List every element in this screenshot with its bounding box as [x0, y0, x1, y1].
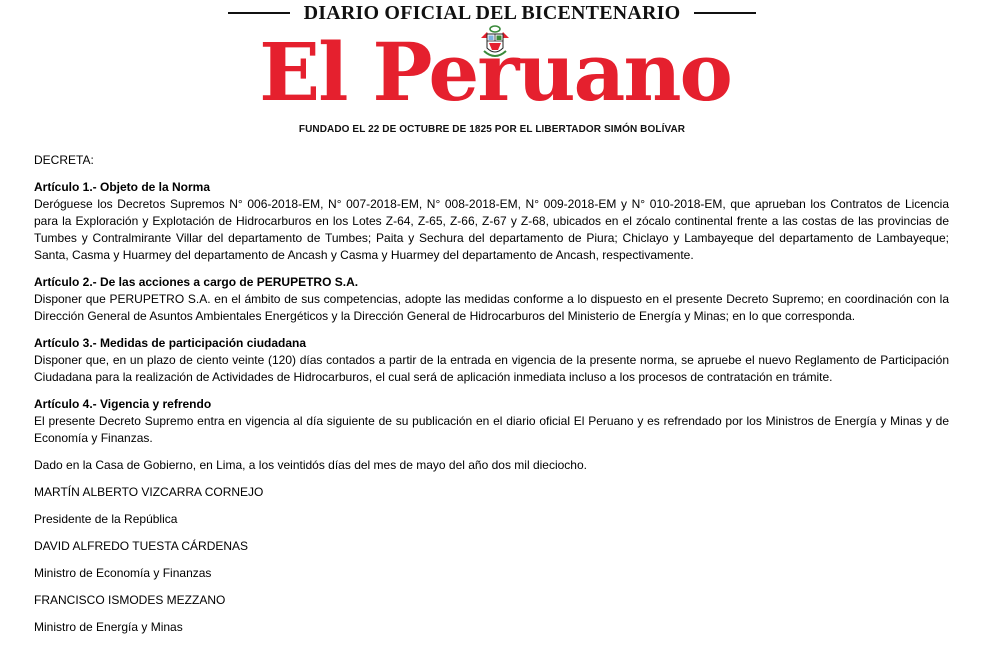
- signatory-title: Presidente de la República: [34, 512, 178, 526]
- article-3: [34, 335, 949, 386]
- masthead-tagline: FUNDADO EL 22 DE OCTUBRE DE 1825 POR EL LIBERTADOR SIMÓN BOLÍVAR: [298, 124, 686, 135]
- signatory-name: DAVID ALFREDO TUESTA CÁRDENAS: [34, 539, 249, 553]
- article-1: [34, 179, 949, 264]
- article-body: Deróguese los Decretos Supremos N° 006-2018-EM, N° 007-2018-EM, N° 008-2018-EM, N° 009-2018-EM y N° 010-2018-EM, que aprueban los Contratos de Licencia para la Exploración y Explotación de Hidrocarburos en los Lotes Z-64, Z-65, Z-66, Z-67 y Z-68, ubicados en el zócalo continental frente a las costas de las provincias de Tumbes y Contralmirante Villar del departamento de Tumbes; Paita y Sechura del departamento de Piura; Chiclayo y Lambayeque del departamento de Lambayeque; Santa, Casma y Huarmey del departamento de Ancash y Casma y Huarmey del departamento de Ancash, respectivamente.: [34, 197, 949, 262]
- masthead-logo: El Peruano: [259, 25, 731, 119]
- closing-statement: Dado en la Casa de Gobierno, en Lima, a los veintidós días del mes de mayo del año dos mil dieciocho.: [34, 458, 587, 472]
- article-title: Artículo 4.- Vigencia y refrendo: [34, 397, 212, 411]
- article-title: Artículo 3.- Medidas de participación ciudadana: [34, 336, 307, 350]
- article-body: Disponer que, en un plazo de ciento veinte (120) días contados a partir de la entrada en vigencia de la presente norma, se apruebe el nuevo Reglamento de Participación Ciudadana para la realización de Actividades de Hidrocarburos, el cual será de aplicación inmediata incluso a los procesos de contratación en trámite.: [34, 353, 949, 384]
- article-4: [34, 396, 949, 447]
- decreta-heading: DECRETA:: [34, 153, 94, 167]
- signatory-title: Ministro de Economía y Finanzas: [34, 566, 212, 580]
- masthead-kicker: [0, 2, 984, 24]
- article-body: El presente Decreto Supremo entra en vigencia al día siguiente de su publicación en el diario oficial El Peruano y es refrendado por los Ministros de Energía y Minas y de Economía y Finanzas.: [34, 414, 949, 445]
- signatory-name: FRANCISCO ISMODES MEZZANO: [34, 593, 226, 607]
- masthead: [0, 0, 984, 146]
- kicker-rule-right: [694, 12, 756, 14]
- article-title: Artículo 2.- De las acciones a cargo de PERUPETRO S.A.: [34, 275, 359, 289]
- signatory-title: Ministro de Energía y Minas: [34, 620, 183, 634]
- signatory-name: MARTÍN ALBERTO VIZCARRA CORNEJO: [34, 485, 264, 499]
- document-body: [34, 152, 949, 646]
- kicker-rule-left: [228, 12, 290, 14]
- article-body: Disponer que PERUPETRO S.A. en el ámbito de sus competencias, adopte las medidas conforme a lo dispuesto en el presente Decreto Supremo; en coordinación con la Dirección General de Asuntos Ambientales Energéticos y la Dirección General de Hidrocarburos del Ministerio de Energía y Minas; en lo que corresponda.: [34, 292, 949, 323]
- article-2: [34, 274, 949, 325]
- kicker-text: DIARIO OFICIAL DEL BICENTENARIO: [303, 2, 681, 24]
- article-title: Artículo 1.- Objeto de la Norma: [34, 180, 211, 194]
